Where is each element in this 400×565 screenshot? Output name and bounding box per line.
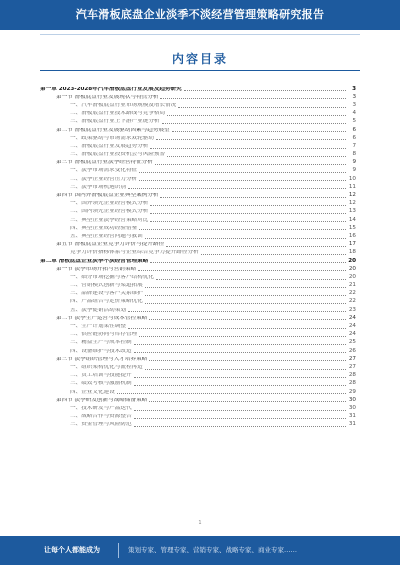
toc-entry-title: 一、政策驱动与市场需求双轮驱动	[70, 135, 154, 141]
toc-leader-dots	[145, 303, 346, 304]
toc-leader-dots	[139, 229, 346, 230]
toc-entry-page: 16	[348, 232, 356, 239]
toc-entry-page: 30	[348, 404, 356, 411]
toc-entry[interactable]	[40, 289, 356, 297]
toc-entry-title: 二、供应链协同与库存管理	[70, 332, 138, 338]
toc-entry-title: 一、细分市场挖掘与客户结构优化	[70, 274, 154, 280]
table-of-contents	[40, 84, 356, 428]
footer-divider	[118, 543, 119, 558]
toc-entry-title: 第二节 淡季生产运营与成本管控策略	[56, 315, 148, 321]
toc-entry[interactable]	[40, 362, 356, 370]
toc-leader-dots	[134, 410, 346, 411]
toc-entry-page: 9	[352, 159, 356, 166]
toc-leader-dots	[160, 197, 346, 198]
footer-tagline: 策划专家、管理专家、营销专家、战略专家、商业专家……	[128, 546, 297, 554]
toc-entry-title: 第三节 滑板底盘行业淡季经营特征分析	[56, 160, 153, 166]
toc-entry[interactable]	[40, 125, 356, 133]
toc-entry-title: 二、员工培训与技能提升	[70, 373, 132, 379]
toc-entry-title: 二、战略合作与资源整合	[70, 414, 132, 420]
toc-entry-title: 四、产品组合与定价策略优化	[70, 299, 143, 305]
toc-entry[interactable]	[40, 321, 356, 329]
toc-entry-title: 竞争力评价指标体系与企业综合竞争力提升路径分析	[70, 250, 199, 256]
toc-entry[interactable]	[40, 330, 356, 338]
toc-entry-page: 25	[348, 339, 356, 346]
toc-entry-title: 三、淡季市场机遇识别	[70, 184, 126, 190]
toc-entry-title: 三、典型企业淡季经营策略对比	[70, 217, 149, 223]
toc-entry[interactable]	[40, 297, 356, 305]
toc-entry-title: 一、技术研发与产品迭代	[70, 405, 132, 411]
toc-entry[interactable]	[40, 109, 356, 117]
toc-entry-title: 四、典型企业成功经验借鉴	[70, 225, 138, 231]
toc-entry-page: 24	[348, 314, 356, 321]
toc-leader-dots	[134, 352, 346, 353]
toc-entry[interactable]	[40, 174, 356, 182]
toc-entry[interactable]	[40, 371, 356, 379]
toc-entry-title: 三、精益生产与成本控制	[70, 340, 132, 346]
toc-entry-title: 二、淡季企业经营压力分析	[70, 176, 138, 182]
toc-entry-title: 第四节 淡季研发创新与战略储备策略	[56, 397, 148, 403]
toc-entry-title: 二、国内领先企业经营模式分析	[70, 209, 149, 215]
toc-leader-dots	[139, 336, 346, 337]
toc-entry-title: 第一节 淡季市场开拓与营销策略	[56, 266, 137, 272]
toc-entry-page: 27	[348, 355, 356, 362]
toc-entry-title: 一、生产计划柔性调整	[70, 324, 126, 330]
toc-entry-title: 第一节 滑板底盘行业发展现状与特点分析	[56, 94, 159, 100]
toc-leader-dots	[134, 418, 346, 419]
toc-entry[interactable]	[40, 248, 356, 256]
toc-entry-title: 五、淡季促销活动策划	[70, 307, 126, 313]
toc-entry[interactable]	[40, 133, 356, 141]
toc-entry-page: 23	[348, 306, 356, 313]
toc-leader-dots	[128, 328, 346, 329]
toc-entry-page: 22	[348, 290, 356, 297]
toc-leader-dots	[145, 369, 346, 370]
toc-entry[interactable]	[40, 387, 356, 395]
toc-entry-title: 第三节 淡季组织管理与人才培养策略	[56, 356, 148, 362]
toc-entry-page: 7	[352, 142, 356, 149]
toc-entry[interactable]	[40, 346, 356, 354]
toc-leader-dots	[139, 180, 346, 181]
toc-entry-title: 三、滑板底盘行业上下游产业链分析	[70, 119, 160, 125]
toc-heading-divider	[40, 70, 360, 71]
toc-entry-title: 第二节 滑板底盘行业发展驱动因素与趋势展望	[56, 127, 170, 133]
toc-entry[interactable]	[40, 215, 356, 223]
toc-entry-page: 21	[348, 282, 356, 289]
document-title: 汽车滑板底盘企业淡季不淡经营管理策略研究报告	[75, 8, 325, 21]
toc-entry-page: 28	[348, 372, 356, 379]
toc-leader-dots	[156, 139, 346, 140]
header-divider	[40, 34, 360, 35]
toc-leader-dots	[184, 90, 346, 91]
toc-leader-dots	[201, 254, 346, 255]
toc-entry-title: 第五节 滑板底盘企业竞争力评价与提升路径	[56, 242, 165, 248]
toc-entry-title: 二、滑板底盘行业发展趋势分析	[70, 143, 149, 149]
toc-entry-page: 3	[352, 101, 356, 108]
toc-leader-dots	[117, 393, 346, 394]
toc-entry-page: 6	[352, 134, 356, 141]
toc-entry-title: 四、设备维护与技术改造	[70, 348, 132, 354]
toc-entry-page: 17	[348, 241, 356, 248]
toc-entry-title: 一、国外领先企业经营模式分析	[70, 201, 149, 207]
toc-leader-dots	[150, 205, 346, 206]
toc-leader-dots	[150, 221, 346, 222]
toc-entry-page: 29	[348, 388, 356, 395]
toc-entry-page: 22	[348, 298, 356, 305]
toc-entry[interactable]	[40, 199, 356, 207]
toc-entry-page: 26	[348, 347, 356, 354]
toc-entry-page: 31	[348, 421, 356, 428]
toc-leader-dots	[149, 360, 346, 361]
toc-leader-dots	[134, 377, 346, 378]
toc-entry-page: 20	[348, 257, 356, 264]
toc-entry-page: 3	[352, 93, 356, 100]
toc-entry-page: 10	[348, 175, 356, 182]
toc-entry[interactable]	[40, 92, 356, 100]
toc-entry-page: 24	[348, 323, 356, 330]
toc-entry[interactable]	[40, 256, 356, 264]
toc-entry-page: 31	[348, 413, 356, 420]
page-number: 1	[198, 520, 202, 526]
toc-heading: 内容目录	[171, 52, 228, 66]
toc-leader-dots	[149, 319, 346, 320]
toc-entry-page: 13	[348, 208, 356, 215]
toc-entry-page: 24	[348, 331, 356, 338]
footer-slogan: 让每个人都能成为	[44, 546, 100, 554]
toc-entry-page: 6	[352, 126, 356, 133]
toc-entry[interactable]	[40, 395, 356, 403]
toc-entry[interactable]	[40, 412, 356, 420]
toc-entry-title: 一、汽车滑板底盘行业市场规模及增长情况	[70, 102, 177, 108]
toc-entry-title: 第一章 2023-2028年汽车滑板底盘行业发展及趋势研究	[40, 86, 182, 92]
toc-entry-title: 第四节 国内外滑板底盘企业典型案例分析	[56, 193, 159, 199]
toc-leader-dots	[167, 115, 346, 116]
toc-entry-page: 30	[348, 396, 356, 403]
toc-entry[interactable]	[40, 190, 356, 198]
toc-entry-page: 18	[348, 249, 356, 256]
toc-entry-page: 11	[348, 183, 356, 190]
toc-entry[interactable]	[40, 305, 356, 313]
toc-entry[interactable]	[40, 420, 356, 428]
toc-leader-dots	[160, 98, 346, 99]
toc-entry-page: 12	[348, 192, 356, 199]
toc-entry[interactable]	[40, 264, 356, 272]
toc-entry-title: 一、组织架构优化与流程再造	[70, 364, 143, 370]
toc-leader-dots	[145, 295, 346, 296]
toc-leader-dots	[149, 401, 346, 402]
toc-entry-title: 一、淡季市场需求变化特征	[70, 168, 138, 174]
toc-entry[interactable]	[40, 223, 356, 231]
toc-entry-page: 8	[352, 151, 356, 158]
toc-entry-title: 三、品牌建设与客户关系维护	[70, 291, 143, 297]
toc-entry[interactable]	[40, 207, 356, 215]
toc-entry-title: 二、滑板底盘行业技术路线与竞争格局	[70, 111, 166, 117]
toc-entry-page: 4	[352, 110, 356, 117]
toc-leader-dots	[128, 188, 346, 189]
toc-entry-title: 三、绩效考核与激励机制	[70, 381, 132, 387]
toc-entry-page: 5	[352, 118, 356, 125]
toc-entry[interactable]	[40, 281, 356, 289]
toc-leader-dots	[139, 172, 346, 173]
toc-entry[interactable]	[40, 100, 356, 108]
toc-leader-dots	[145, 238, 346, 239]
toc-entry-page: 14	[348, 216, 356, 223]
toc-entry-title: 三、滑板底盘行业投资机会与风险预警	[70, 152, 166, 158]
toc-leader-dots	[156, 279, 346, 280]
toc-entry[interactable]	[40, 313, 356, 321]
toc-entry[interactable]	[40, 354, 356, 362]
toc-leader-dots	[134, 385, 346, 386]
toc-entry[interactable]	[40, 141, 356, 149]
toc-entry-page: 28	[348, 380, 356, 387]
toc-entry-page: 20	[348, 265, 356, 272]
toc-entry-page: 3	[352, 85, 356, 92]
toc-entry-title: 四、企业文化建设	[70, 389, 115, 395]
toc-leader-dots	[155, 164, 346, 165]
toc-entry-title: 二、营销模式创新与渠道拓展	[70, 283, 143, 289]
toc-leader-dots	[145, 287, 346, 288]
toc-entry[interactable]	[40, 231, 356, 239]
toc-leader-dots	[178, 107, 346, 108]
toc-entry[interactable]	[40, 150, 356, 158]
toc-entry[interactable]	[40, 240, 356, 248]
toc-entry-title: 五、典型企业经营问题与教训	[70, 233, 143, 239]
toc-leader-dots	[138, 270, 346, 271]
toc-entry-page: 15	[348, 224, 356, 231]
toc-entry-title: 第二章 滑板底盘企业淡季不淡经营管理策略	[40, 258, 149, 264]
toc-entry[interactable]	[40, 166, 356, 174]
toc-entry[interactable]	[40, 117, 356, 125]
toc-entry-page: 9	[352, 167, 356, 174]
toc-entry[interactable]	[40, 403, 356, 411]
toc-entry[interactable]	[40, 182, 356, 190]
toc-entry-page: 12	[348, 200, 356, 207]
toc-leader-dots	[167, 156, 346, 157]
toc-entry[interactable]	[40, 84, 356, 92]
toc-leader-dots	[134, 344, 346, 345]
toc-leader-dots	[150, 213, 346, 214]
toc-entry-page: 27	[348, 363, 356, 370]
toc-leader-dots	[166, 246, 346, 247]
toc-leader-dots	[128, 311, 346, 312]
toc-leader-dots	[150, 148, 346, 149]
toc-leader-dots	[162, 123, 346, 124]
toc-entry-page: 20	[348, 273, 356, 280]
toc-entry[interactable]	[40, 272, 356, 280]
toc-entry[interactable]	[40, 338, 356, 346]
toc-leader-dots	[134, 426, 346, 427]
toc-leader-dots	[172, 131, 346, 132]
toc-leader-dots	[150, 262, 346, 263]
toc-entry[interactable]	[40, 158, 356, 166]
toc-entry[interactable]	[40, 379, 356, 387]
toc-entry-title: 三、资金管理与风险防范	[70, 422, 132, 428]
